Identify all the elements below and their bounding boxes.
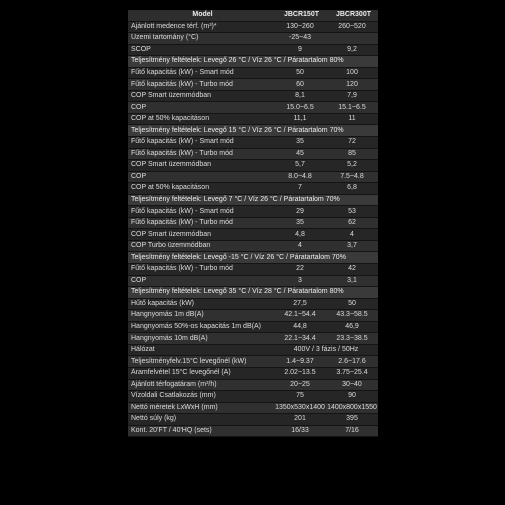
value-jbcr150t: 27,5 — [274, 298, 326, 310]
value-jbcr150t: 130~260 — [274, 21, 326, 33]
spec-row — [128, 333, 378, 345]
value-jbcr150t: -25~43 — [274, 33, 326, 45]
value-jbcr300t: 7/16 — [326, 425, 378, 437]
spec-row — [128, 113, 378, 125]
spec-label: COP — [128, 171, 274, 183]
value-jbcr150t: 4 — [274, 240, 326, 252]
spec-row — [128, 310, 378, 322]
spec-label: Ajánlott medence térf. (m³)* — [128, 21, 274, 33]
section-title: Teljesítmény feltételek: Levegő 15 °C / Víz 26 °C / Páratartalom 70% — [128, 125, 378, 137]
value-jbcr150t: 22 — [274, 264, 326, 276]
value-jbcr300t: 3.75~25.4 — [326, 367, 378, 379]
value-jbcr150t: 35 — [274, 217, 326, 229]
spec-row — [128, 298, 378, 310]
value-jbcr150t: 22.1~34.4 — [274, 333, 326, 345]
spec-label: Hangnyomás 1m dB(A) — [128, 310, 274, 322]
spec-row — [128, 367, 378, 379]
value-jbcr150t: 8.0~4.8 — [274, 171, 326, 183]
spec-label: COP Smart üzemmódban — [128, 160, 274, 172]
spec-row — [128, 33, 378, 45]
spec-label: Teljesítményfelv.15°C levegőnél (kW) — [128, 356, 274, 368]
spec-label: Hangnyomás 50%-os kapacitás 1m dB(A) — [128, 321, 274, 333]
value-jbcr150t: 75 — [274, 391, 326, 403]
value-jbcr300t: 2.6~17.6 — [326, 356, 378, 368]
value-jbcr150t: 8,1 — [274, 90, 326, 102]
spec-label: Vízoldali Csatlakozás (mm) — [128, 391, 274, 403]
value-jbcr300t: 11 — [326, 113, 378, 125]
value-jbcr300t: 7,9 — [326, 90, 378, 102]
spec-label: SCOP — [128, 44, 274, 56]
spec-row — [128, 229, 378, 241]
value-jbcr300t: 53 — [326, 206, 378, 218]
value-jbcr300t: 90 — [326, 391, 378, 403]
value-jbcr150t: 1350x530x1400 — [274, 402, 326, 414]
value-jbcr300t: 72 — [326, 137, 378, 149]
value-jbcr150t: 2.02~13.5 — [274, 367, 326, 379]
value-jbcr150t: 45 — [274, 148, 326, 160]
value-jbcr300t: 9,2 — [326, 44, 378, 56]
value-jbcr300t: 4 — [326, 229, 378, 241]
spec-label: COP at 50% kapacitáson — [128, 183, 274, 195]
spec-label: COP Smart üzemmódban — [128, 229, 274, 241]
value-jbcr300t: 15.1~6.5 — [326, 102, 378, 114]
value-jbcr300t: 7.5~4.8 — [326, 171, 378, 183]
value-jbcr150t: 11,1 — [274, 113, 326, 125]
value-jbcr150t: 50 — [274, 67, 326, 79]
spec-label: Fűtő kapacitás (kW) - Turbo mód — [128, 148, 274, 160]
spec-row — [128, 67, 378, 79]
spec-label: Fűtő kapacitás (kW) - Smart mód — [128, 67, 274, 79]
value-jbcr300t: 23.3~38.5 — [326, 333, 378, 345]
section-title: Teljesítmény feltételek: Levegő 7 °C / Víz 26 °C / Páratartalom 70% — [128, 194, 378, 206]
value-jbcr300t: 3,1 — [326, 275, 378, 287]
spec-row — [128, 321, 378, 333]
section-title: Teljesítmény feltételek: Levegő -15 °C / Víz 26 °C / Páratartalom 70% — [128, 252, 378, 264]
header-row — [128, 10, 378, 21]
spec-label: COP — [128, 275, 274, 287]
spec-row — [128, 160, 378, 172]
spec-row — [128, 379, 378, 391]
value-jbcr300t: 395 — [326, 414, 378, 426]
spec-row — [128, 425, 378, 437]
spec-label: Hálózat — [128, 344, 274, 356]
value-jbcr300t: 85 — [326, 148, 378, 160]
section-row — [128, 287, 378, 299]
spec-row — [128, 148, 378, 160]
header-jbcr300t: JBCR300T — [326, 10, 378, 21]
spec-row — [128, 275, 378, 287]
spec-label: Fűtő kapacitás (kW) - Smart mód — [128, 137, 274, 149]
value-jbcr300t: 43.3~58.5 — [326, 310, 378, 322]
section-title: Teljesítmény feltételek: Levegő 35 °C / Víz 28 °C / Páratartalom 80% — [128, 287, 378, 299]
spec-label: Nettó súly (kg) — [128, 414, 274, 426]
value-jbcr300t — [326, 33, 378, 45]
spec-row — [128, 102, 378, 114]
spec-label: Nettó méretek LxWxH (mm) — [128, 402, 274, 414]
spec-row — [128, 206, 378, 218]
spec-label: Áramfelvétel 15°C levegőnél (A) — [128, 367, 274, 379]
spec-row — [128, 21, 378, 33]
spec-label: COP Turbo üzemmódban — [128, 240, 274, 252]
spec-row — [128, 344, 378, 356]
value-jbcr150t: 5,7 — [274, 160, 326, 172]
value-jbcr300t: 1400x800x1550 — [326, 402, 378, 414]
spec-label: Fűtő kapacitás (kW) - Turbo mód — [128, 217, 274, 229]
header-jbcr150t: JBCR150T — [274, 10, 326, 21]
spec-row — [128, 240, 378, 252]
value-jbcr150t: 20~25 — [274, 379, 326, 391]
value-jbcr150t: 4,8 — [274, 229, 326, 241]
value-jbcr150t: 1.4~9.37 — [274, 356, 326, 368]
spec-label: Ajánlott térfogatáram (m³/h) — [128, 379, 274, 391]
spec-label: Fűtő kapacitás (kW) - Smart mód — [128, 206, 274, 218]
value-jbcr150t: 15.0~6.5 — [274, 102, 326, 114]
spec-label: Fűtő kapacitás (kW) - Turbo mód — [128, 264, 274, 276]
value-jbcr150t: 35 — [274, 137, 326, 149]
value-jbcr150t: 3 — [274, 275, 326, 287]
spec-row — [128, 137, 378, 149]
spec-row — [128, 356, 378, 368]
value-jbcr150t: 7 — [274, 183, 326, 195]
value-jbcr300t: 3,7 — [326, 240, 378, 252]
spec-body — [128, 21, 378, 437]
value-jbcr150t: 60 — [274, 79, 326, 91]
spec-label: COP — [128, 102, 274, 114]
spec-label: Üzemi tartomány (°C) — [128, 33, 274, 45]
spec-row — [128, 183, 378, 195]
spec-row — [128, 79, 378, 91]
spec-row — [128, 414, 378, 426]
spec-row — [128, 90, 378, 102]
value-jbcr300t: 100 — [326, 67, 378, 79]
value-jbcr150t: 9 — [274, 44, 326, 56]
value-jbcr150t: 201 — [274, 414, 326, 426]
section-title: Teljesítmény feltételek: Levegő 26 °C / Víz 26 °C / Páratartalom 80% — [128, 56, 378, 68]
value-jbcr300t: 42 — [326, 264, 378, 276]
spec-label: COP at 50% kapacitáson — [128, 113, 274, 125]
spec-table — [128, 10, 378, 437]
spec-label: Fűtő kapacitás (kW) - Turbo mód — [128, 79, 274, 91]
spec-row — [128, 171, 378, 183]
value-jbcr150t: 16/33 — [274, 425, 326, 437]
value-jbcr300t: 46,9 — [326, 321, 378, 333]
value-jbcr300t: 260~520 — [326, 21, 378, 33]
section-row — [128, 194, 378, 206]
value-jbcr150t: 29 — [274, 206, 326, 218]
value-jbcr300t: 6,8 — [326, 183, 378, 195]
section-row — [128, 252, 378, 264]
value-jbcr300t: 120 — [326, 79, 378, 91]
spec-row — [128, 402, 378, 414]
value-jbcr300t: 5,2 — [326, 160, 378, 172]
value-jbcr300t: 62 — [326, 217, 378, 229]
value-jbcr300t: 50 — [326, 298, 378, 310]
spec-row — [128, 391, 378, 403]
spec-label: Hűtő kapacitás (kW) — [128, 298, 274, 310]
value-jbcr150t: 42.1~54.4 — [274, 310, 326, 322]
spec-row — [128, 217, 378, 229]
spec-row — [128, 44, 378, 56]
value-jbcr300t: 30~40 — [326, 379, 378, 391]
spec-label: Kont. 20'FT / 40'HQ (sets) — [128, 425, 274, 437]
header-model: Model — [128, 10, 274, 21]
section-row — [128, 56, 378, 68]
spec-label: COP Smart üzemmódban — [128, 90, 274, 102]
section-row — [128, 125, 378, 137]
spec-label: Hangnyomás 10m dB(A) — [128, 333, 274, 345]
value-jbcr150t: 44,8 — [274, 321, 326, 333]
value-jbcr150t: 400V / 3 fázis / 50Hz — [274, 344, 378, 356]
spec-row — [128, 264, 378, 276]
